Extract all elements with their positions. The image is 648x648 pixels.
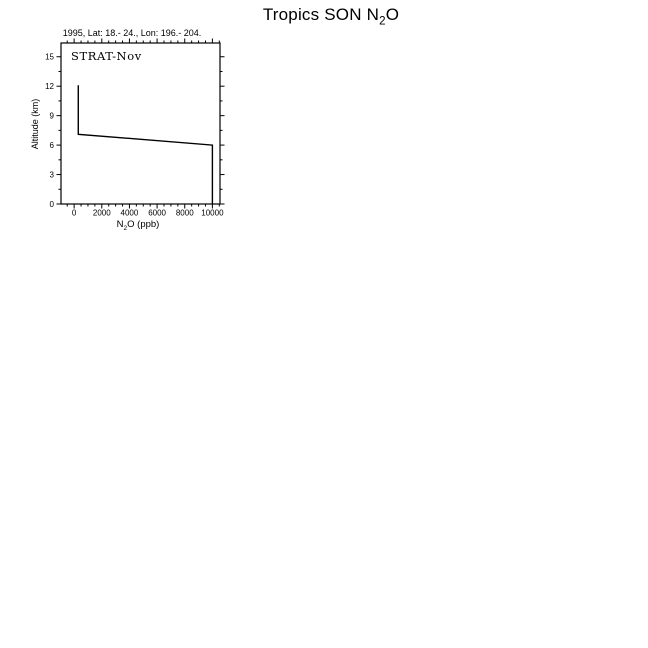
- series-label: STRAT-Nov: [71, 49, 142, 63]
- x-axis-label-subscript: 2: [123, 224, 128, 232]
- x-tick-label: 10000: [201, 208, 224, 218]
- x-tick-label: 0: [71, 208, 77, 218]
- title-text: Tropics SON N: [262, 5, 380, 24]
- y-tick-label: 6: [49, 140, 54, 150]
- x-tick-label: 8000: [175, 208, 194, 218]
- y-tick-label: 9: [49, 111, 54, 121]
- x-tick-label: 6000: [148, 208, 166, 218]
- chart-subtitle: 1995, Lat: 18.- 24., Lon: 196.- 204.: [62, 28, 202, 38]
- plot-box: [61, 43, 220, 204]
- y-axis-label: Altitude (km): [30, 98, 40, 150]
- y-tick-label: 15: [45, 52, 54, 62]
- x-axis-label: [117, 219, 160, 230]
- y-tick-label: 3: [49, 170, 54, 180]
- title-suffix: O: [385, 5, 400, 24]
- y-tick-label: 12: [45, 81, 54, 91]
- x-tick-label: 2000: [92, 208, 111, 218]
- x-tick-label: 4000: [120, 208, 139, 218]
- x-axis-label-text: N: [116, 219, 124, 230]
- title-subscript: 2: [379, 15, 386, 28]
- y-tick-label: 0: [49, 199, 54, 209]
- x-axis-label-suffix: O (ppb): [127, 219, 160, 230]
- data-line: [78, 85, 212, 204]
